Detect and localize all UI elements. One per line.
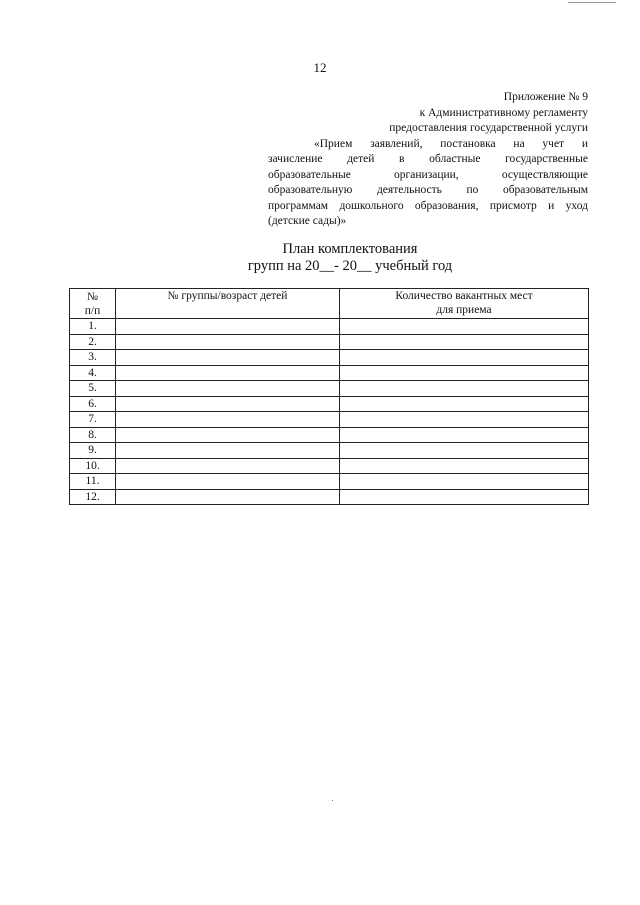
scan-edge-mark (568, 0, 616, 3)
title-line-1: План комплектования (282, 241, 418, 257)
group-age-cell (116, 458, 340, 474)
appendix-number: Приложение № 9 (503, 91, 588, 103)
table-row (70, 427, 589, 443)
vacancies-cell (340, 489, 589, 505)
vacancies-cell (340, 396, 589, 412)
header-number: № п/п (70, 289, 116, 319)
page-number: 12 (313, 60, 327, 75)
row-number: 1. (70, 319, 116, 335)
vacancies-cell (340, 381, 589, 397)
group-age-cell (116, 350, 340, 366)
table-row (70, 350, 589, 366)
row-number: 7. (70, 412, 116, 428)
table-row (70, 319, 589, 335)
group-age-cell (116, 334, 340, 350)
table-header-row (70, 289, 589, 319)
table-row (70, 365, 589, 381)
appendix-service-name-3: образовательные организации, осуществляющие (268, 168, 588, 181)
appendix-service-name-6: (детские сады)» (268, 215, 347, 227)
staffing-plan-table (69, 288, 589, 505)
appendix-service-name-4: образовательную деятельность по образовательным (268, 184, 588, 196)
row-number: 3. (70, 350, 116, 366)
row-number: 6. (70, 396, 116, 412)
row-number: 5. (70, 381, 116, 397)
table-body (70, 319, 589, 505)
group-age-cell (116, 381, 340, 397)
group-age-cell (116, 396, 340, 412)
group-age-cell (116, 365, 340, 381)
vacancies-cell (340, 427, 589, 443)
vacancies-cell (340, 412, 589, 428)
appendix-block (268, 90, 588, 230)
group-age-cell (116, 489, 340, 505)
appendix-service: предоставления государственной услуги (389, 122, 588, 134)
group-age-cell (116, 427, 340, 443)
vacancies-cell (340, 443, 589, 459)
row-number: 11. (70, 474, 116, 490)
title-line-2: групп на 20__- 20__ учебный год (247, 258, 453, 274)
table-row (70, 443, 589, 459)
row-number: 10. (70, 458, 116, 474)
scan-speck (332, 800, 333, 801)
appendix-service-name-5: программам дошкольного образования, присмотр и уход (268, 199, 588, 212)
row-number: 2. (70, 334, 116, 350)
appendix-regulation: к Административному регламенту (419, 106, 588, 119)
vacancies-cell (340, 458, 589, 474)
table-row (70, 381, 589, 397)
header-vacancies: Количество вакантных мест для приема (340, 289, 589, 319)
document-title (0, 241, 640, 275)
table-row (70, 396, 589, 412)
row-number: 8. (70, 427, 116, 443)
group-age-cell (116, 412, 340, 428)
vacancies-cell (340, 319, 589, 335)
vacancies-cell (340, 474, 589, 490)
table-row (70, 474, 589, 490)
vacancies-cell (340, 365, 589, 381)
table-row (70, 334, 589, 350)
table-row (70, 489, 589, 505)
table-row (70, 412, 589, 428)
table-row (70, 458, 589, 474)
vacancies-cell (340, 350, 589, 366)
appendix-service-name-2: зачисление детей в областные государственные (268, 153, 588, 165)
row-number: 4. (70, 365, 116, 381)
header-group-age: № группы/возраст детей (116, 289, 340, 319)
appendix-service-name-1: «Прием заявлений, постановка на учет и (314, 137, 588, 150)
row-number: 12. (70, 489, 116, 505)
row-number: 9. (70, 443, 116, 459)
vacancies-cell (340, 334, 589, 350)
group-age-cell (116, 474, 340, 490)
group-age-cell (116, 443, 340, 459)
group-age-cell (116, 319, 340, 335)
